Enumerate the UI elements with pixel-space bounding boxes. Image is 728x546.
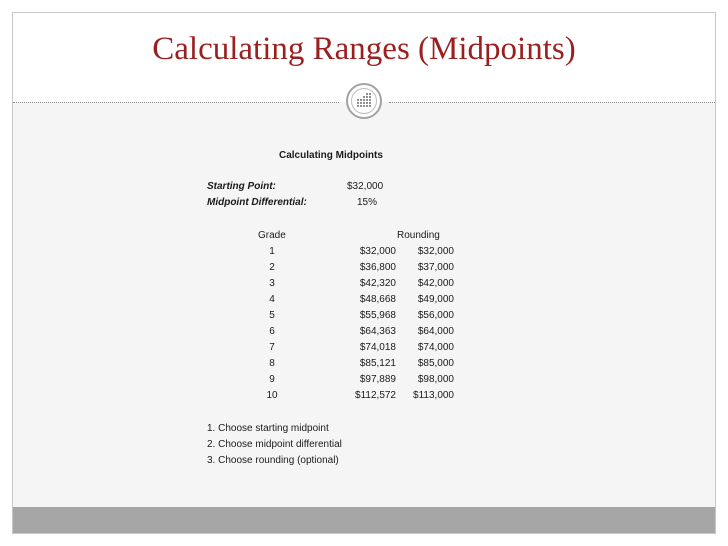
starting-point-label: Starting Point: [207, 181, 276, 192]
midpoint-cell: $74,018 [359, 342, 396, 353]
midpoint-cell: $36,800 [359, 262, 396, 273]
rounded-cell: $56,000 [417, 310, 454, 321]
differential-label: Midpoint Differential: [207, 197, 307, 208]
step-item: 1. Choose starting midpoint [207, 423, 329, 434]
title-divider-right [389, 102, 715, 103]
rounding-column-header: Rounding [397, 230, 440, 241]
table-heading: Calculating Midpoints [279, 150, 383, 161]
midpoint-cell: $85,121 [359, 358, 396, 369]
midpoint-cell: $32,000 [359, 246, 396, 257]
slide-title: Calculating Ranges (Midpoints) [152, 31, 576, 67]
grade-cell: 9 [269, 374, 275, 385]
midpoint-cell: $97,889 [359, 374, 396, 385]
rounded-cell: $64,000 [417, 326, 454, 337]
grade-cell: 7 [269, 342, 275, 353]
title-divider-left [13, 102, 339, 103]
starting-point-value: $32,000 [347, 181, 384, 192]
rounded-cell: $37,000 [417, 262, 454, 273]
grade-cell: 4 [269, 294, 275, 305]
rounded-cell: $74,000 [417, 342, 454, 353]
grade-cell: 8 [269, 358, 275, 369]
rounded-cell: $49,000 [417, 294, 454, 305]
grade-cell: 10 [266, 390, 278, 401]
grade-cell: 1 [269, 246, 275, 257]
grade-cell: 2 [269, 262, 275, 273]
midpoint-cell: $64,363 [359, 326, 396, 337]
dot-grid-ornament-icon [346, 83, 382, 119]
midpoint-cell: $112,572 [355, 390, 396, 401]
grade-column-header: Grade [258, 230, 286, 241]
step-item: 2. Choose midpoint differential [207, 439, 342, 450]
grade-cell: 3 [269, 278, 275, 289]
grade-cell: 6 [269, 326, 275, 337]
midpoint-cell: $42,320 [359, 278, 396, 289]
midpoint-cell: $55,968 [359, 310, 396, 321]
rounded-cell: $113,000 [413, 390, 454, 401]
footer-bar [13, 507, 715, 533]
rounded-cell: $85,000 [417, 358, 454, 369]
dot-grid-icon [353, 90, 375, 112]
step-item: 3. Choose rounding (optional) [207, 455, 339, 466]
rounded-cell: $32,000 [417, 246, 454, 257]
rounded-cell: $42,000 [417, 278, 454, 289]
differential-value: 15% [357, 197, 378, 208]
grade-cell: 5 [269, 310, 275, 321]
midpoint-cell: $48,668 [359, 294, 396, 305]
rounded-cell: $98,000 [417, 374, 454, 385]
